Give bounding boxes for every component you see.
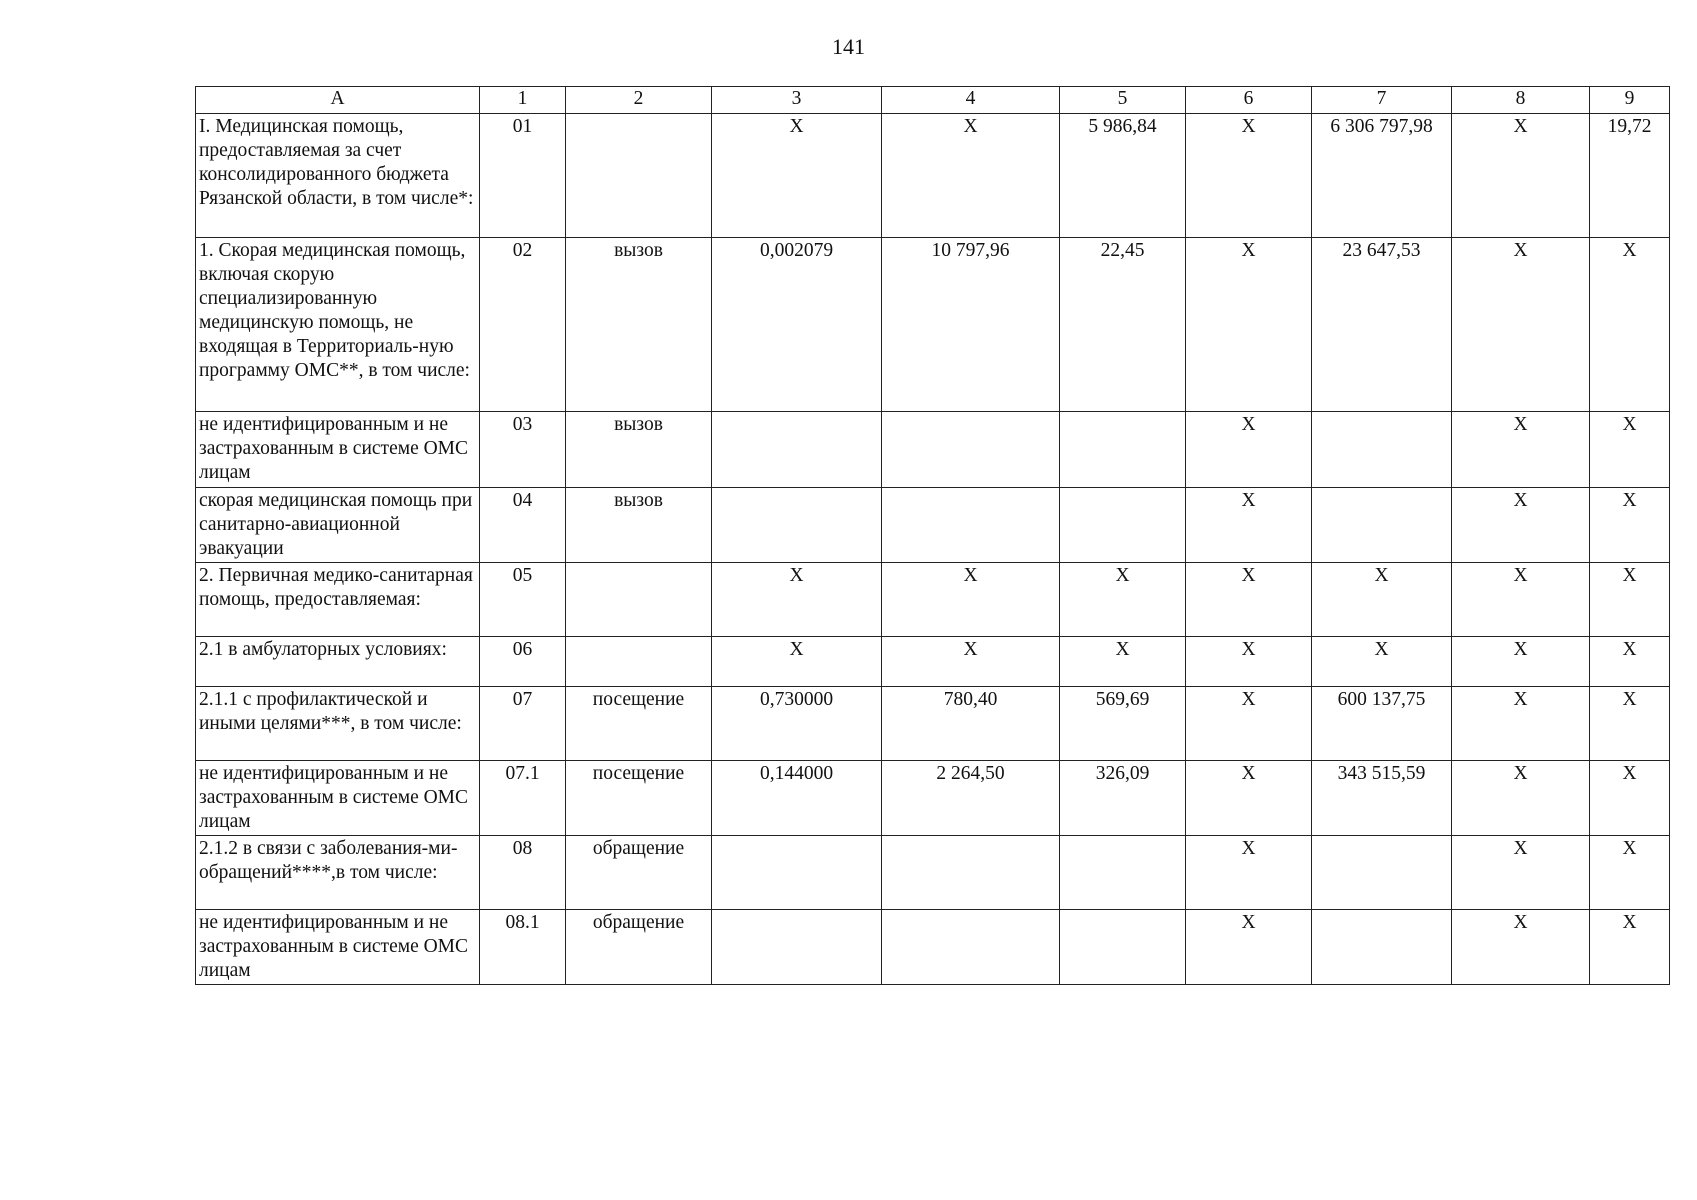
- page-number: 141: [832, 34, 865, 59]
- column-header: 9: [1590, 87, 1670, 114]
- table-cell: 0,730000: [712, 687, 882, 761]
- table-cell: Х: [1452, 637, 1590, 687]
- table-cell: Х: [1452, 563, 1590, 637]
- table-cell: 0,144000: [712, 761, 882, 836]
- table-cell: 22,45: [1060, 238, 1186, 412]
- table-cell: Х: [1452, 836, 1590, 910]
- table-cell: 600 137,75: [1312, 687, 1452, 761]
- table-cell: 08: [480, 836, 566, 910]
- table-cell: 02: [480, 238, 566, 412]
- table-cell: Х: [1186, 637, 1312, 687]
- table-cell: [882, 836, 1060, 910]
- column-header: 3: [712, 87, 882, 114]
- table-cell: 01: [480, 114, 566, 238]
- column-header: 7: [1312, 87, 1452, 114]
- table-cell: [1060, 910, 1186, 985]
- table-cell: 2 264,50: [882, 761, 1060, 836]
- row-label-cell: 1. Скорая медицинская помощь, включая скорую специализированную медицинскую помощь, не входящая в Территориаль-ную программу ОМС**, в том числе:: [196, 238, 480, 412]
- table-row: [196, 412, 1670, 488]
- header-row: [196, 87, 1670, 114]
- table-row: [196, 910, 1670, 985]
- row-label-cell: I. Медицинская помощь, предоставляемая за счет консолидированного бюджета Рязанской области, в том числе*:: [196, 114, 480, 238]
- table-cell: Х: [1186, 687, 1312, 761]
- table-cell: [882, 488, 1060, 563]
- table-cell: 07.1: [480, 761, 566, 836]
- row-label-cell: не идентифицированным и не застрахованным в системе ОМС лицам: [196, 910, 480, 985]
- table-cell: Х: [1590, 761, 1670, 836]
- table-cell: Х: [1452, 412, 1590, 488]
- table-cell: 04: [480, 488, 566, 563]
- table-cell: Х: [1452, 910, 1590, 985]
- table-cell: Х: [1186, 238, 1312, 412]
- table-cell: обращение: [566, 836, 712, 910]
- table-body: [196, 114, 1670, 985]
- table-cell: 03: [480, 412, 566, 488]
- table-cell: 343 515,59: [1312, 761, 1452, 836]
- table-cell: Х: [1590, 412, 1670, 488]
- table-cell: [712, 488, 882, 563]
- column-header: А: [196, 87, 480, 114]
- table-cell: Х: [712, 114, 882, 238]
- table-cell: Х: [712, 563, 882, 637]
- table-cell: Х: [1590, 488, 1670, 563]
- table-cell: 10 797,96: [882, 238, 1060, 412]
- table-row: [196, 637, 1670, 687]
- column-header: 2: [566, 87, 712, 114]
- table-cell: Х: [1186, 412, 1312, 488]
- table-row: [196, 761, 1670, 836]
- row-label-cell: не идентифицированным и не застрахованным в системе ОМС лицам: [196, 412, 480, 488]
- table-cell: 326,09: [1060, 761, 1186, 836]
- table-cell: посещение: [566, 687, 712, 761]
- row-label-cell: 2. Первичная медико-санитарная помощь, предоставляемая:: [196, 563, 480, 637]
- table-cell: 0,002079: [712, 238, 882, 412]
- table-row: [196, 687, 1670, 761]
- column-header: 1: [480, 87, 566, 114]
- table-cell: Х: [1452, 238, 1590, 412]
- table-cell: [566, 637, 712, 687]
- table-cell: 07: [480, 687, 566, 761]
- table-cell: [1312, 412, 1452, 488]
- table-cell: [882, 412, 1060, 488]
- table-cell: Х: [1452, 488, 1590, 563]
- table-cell: обращение: [566, 910, 712, 985]
- table-cell: [712, 836, 882, 910]
- table-cell: Х: [882, 637, 1060, 687]
- table-cell: вызов: [566, 238, 712, 412]
- row-label-cell: не идентифицированным и не застрахованным в системе ОМС лицам: [196, 761, 480, 836]
- table-cell: Х: [1590, 687, 1670, 761]
- data-table: [195, 86, 1670, 985]
- column-header: 6: [1186, 87, 1312, 114]
- row-label-cell: 2.1.2 в связи с заболевания-ми-обращений****,в том числе:: [196, 836, 480, 910]
- table-cell: 569,69: [1060, 687, 1186, 761]
- table-cell: 6 306 797,98: [1312, 114, 1452, 238]
- column-header: 5: [1060, 87, 1186, 114]
- table-cell: Х: [1312, 637, 1452, 687]
- table-cell: Х: [1590, 563, 1670, 637]
- table-cell: [566, 563, 712, 637]
- table-cell: Х: [1186, 114, 1312, 238]
- table-cell: 23 647,53: [1312, 238, 1452, 412]
- table-cell: Х: [1590, 238, 1670, 412]
- table-cell: 06: [480, 637, 566, 687]
- table-cell: 5 986,84: [1060, 114, 1186, 238]
- table-cell: Х: [1312, 563, 1452, 637]
- table-cell: Х: [1186, 910, 1312, 985]
- column-header: 4: [882, 87, 1060, 114]
- table-row: [196, 836, 1670, 910]
- table-cell: Х: [1060, 637, 1186, 687]
- table-cell: Х: [1590, 637, 1670, 687]
- table-cell: [1060, 412, 1186, 488]
- table-cell: [1312, 488, 1452, 563]
- table-cell: Х: [712, 637, 882, 687]
- table-cell: Х: [1590, 836, 1670, 910]
- table-cell: [1060, 836, 1186, 910]
- table-cell: Х: [1186, 836, 1312, 910]
- table-cell: Х: [1060, 563, 1186, 637]
- table-cell: посещение: [566, 761, 712, 836]
- table-cell: Х: [1590, 910, 1670, 985]
- table-cell: Х: [1186, 488, 1312, 563]
- table-cell: Х: [882, 114, 1060, 238]
- row-label-cell: скорая медицинская помощь при санитарно-авиационной эвакуации: [196, 488, 480, 563]
- table-cell: [566, 114, 712, 238]
- table-cell: [1060, 488, 1186, 563]
- table-row: [196, 238, 1670, 412]
- table-cell: Х: [1452, 687, 1590, 761]
- table-cell: 08.1: [480, 910, 566, 985]
- table-cell: 05: [480, 563, 566, 637]
- table-row: [196, 563, 1670, 637]
- row-label-cell: 2.1.1 с профилактической и иными целями***, в том числе:: [196, 687, 480, 761]
- table-cell: [1312, 910, 1452, 985]
- table-cell: 780,40: [882, 687, 1060, 761]
- table-cell: [712, 412, 882, 488]
- table-cell: 19,72: [1590, 114, 1670, 238]
- table-cell: Х: [1452, 114, 1590, 238]
- table-cell: вызов: [566, 412, 712, 488]
- table-cell: Х: [882, 563, 1060, 637]
- table-cell: [882, 910, 1060, 985]
- table-cell: [1312, 836, 1452, 910]
- table-cell: Х: [1186, 761, 1312, 836]
- table-cell: Х: [1452, 761, 1590, 836]
- table-cell: вызов: [566, 488, 712, 563]
- table-row: [196, 488, 1670, 563]
- row-label-cell: 2.1 в амбулаторных условиях:: [196, 637, 480, 687]
- table-cell: [712, 910, 882, 985]
- column-header: 8: [1452, 87, 1590, 114]
- table-cell: Х: [1186, 563, 1312, 637]
- table-row: [196, 114, 1670, 238]
